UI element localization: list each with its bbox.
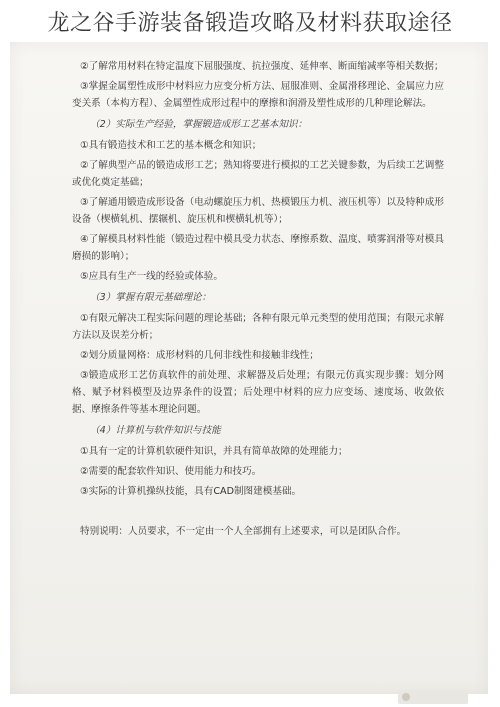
paragraph: ③实际的计算机操纵技能，具有CAD制图建模基础。 (80, 486, 302, 497)
paragraph: ③了解通用锻造成形设备（电动螺旋压力机、热模锻压力机、液压机等）以及特种成形设备（楔横轧机、摆辗机、旋压机和楔横轧机等）； (72, 197, 444, 225)
spacer (72, 503, 444, 517)
paragraph: ③锻造成形工艺仿真软件的前处理、求解器及后处理；有限元仿真实现步骤：划分网格、赋予材料模型及边界条件的设置；后处理中材料的应力应变场、速度场、收敛依据、摩擦条件等基本理论问题。 (72, 370, 444, 415)
special-note: 特别说明：人员要求，不一定由一个人全部拥有上述要求，可以是团队合作。 (80, 526, 407, 537)
paragraph: ⑤应具有生产一线的经验或体验。 (80, 271, 223, 282)
page-title: 龙之谷手游装备锻造攻略及材料获取途径 (47, 11, 453, 36)
section-heading: （3）掌握有限元基础理论： (90, 292, 212, 303)
paragraph: ②了解典型产品的锻造成形工艺；熟知将要进行模拟的工艺关键参数，为后续工艺调整或优化奠定基础； (72, 160, 444, 188)
watermark-logo (398, 690, 468, 704)
paragraph: ②需要的配套软件知识、使用能力和技巧。 (80, 466, 262, 477)
document-body (72, 58, 444, 543)
section-heading: （4）计算机与软件知识与技能 (90, 425, 221, 436)
paragraph: ①有限元解决工程实际问题的理论基础；各种有限元单元类型的使用范围；有限元求解方法以及误差分析； (72, 313, 444, 341)
paragraph: ④了解模具材料性能（锻造过程中模具受力状态、摩擦系数、温度、喷雾润滑等对模具磨损的影响）； (72, 234, 444, 262)
logo-icon (402, 693, 410, 701)
paragraph: ①具有一定的计算机软硬件知识，并具有简单故障的处理能力； (80, 446, 348, 457)
paragraph: ②划分质量网格：成形材料的几何非线性和接触非线性； (80, 350, 319, 361)
section-heading: （2）实际生产经验，掌握锻造成形工艺基本知识： (90, 119, 308, 130)
paragraph: ②了解常用材料在特定温度下屈服强度、抗拉强度、延伸率、断面缩减率等相关数据； (80, 61, 444, 72)
paragraph: ①具有锻造技术和工艺的基本概念和知识； (80, 140, 262, 151)
paragraph: ③掌握金属塑性成形中材料应力应变分析方法、屈服准则、金属滑移理论、金属应力应变关系（本构方程）、金属塑性成形过程中的摩擦和润滑及塑性成形的几种理论解法。 (72, 81, 444, 109)
